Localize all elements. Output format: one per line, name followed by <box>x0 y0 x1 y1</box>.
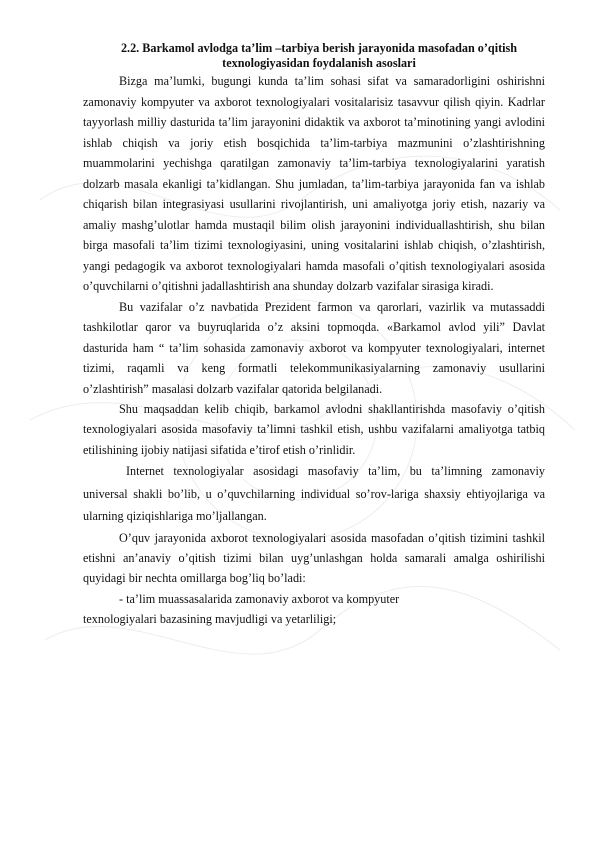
section-heading: 2.2. Barkamol avlodga ta’lim –tarbiya berish jarayonida masofadan o’qitish texnologiyasidan foydalanish asoslari <box>120 41 518 70</box>
paragraph-2: Bu vazifalar o’z navbatida Prezident farmon va qarorlari, vazirlik va mutassaddi tashkilotlar qaror va buyruqlarida o’z aksini topmoqda. «Barkamol avlod yili” Davlat dasturida ham “ ta’lim sohasida zamonaviy axborot va kompyuter texnologiyalari, internet tizimi, raqamli va keng formatli telekommunikasiyalarning zamonaviy usullarini o’zlashtirish” masalasi dolzarb vazifalar qatorida belgilanadi. <box>83 300 545 396</box>
paragraph-1: Bizga ma’lumki, bugungi kunda ta’lim sohasi sifat va samaradorligini oshirishni zamonaviy kompyuter va axborot texnologiyalari vositalarisiz tasavvur qilish qiyin. Kadrlar tayyorlash milliy dasturida ta’lim jarayonini didaktik va axborot ta’minotining yangi avlodini ishlab chiqish va joriy etish bosqichida ta’lim-tarbiya mazmunini o’zlashtirishning muammolarini yechishga qaratilgan zamonaviy ta’lim-tarbiya texnologiyalarini yaratish dolzarb masala ekanligi ta’kidlangan. Shu jumladan, ta’lim-tarbiya jarayonida fan va ishlab chiqarish bilan integrasiyasi usullarini rivojlantirish, uni amaliyotga joriy etish, nazariy va amaliy mashg’ulotlar hamda mustaqil bilim olish jarayonini individuallashtirish, shu bilan birga masofali ta’lim tizimi texnologiyasini, uning vositalarini ishlab chiqish, o’zlashtirish, yangi pedagogik va axborot texnologiyalari hamda masofali o’qitish texnologiyalari asosida o’quvchilarni o’qitishni jadallashtirish ana shunday dolzarb vazifalar sirasiga kiradi. <box>83 74 545 294</box>
paragraph-3: Shu maqsaddan kelib chiqib, barkamol avlodni shakllantirishda masofaviy o’qitish texnologiyalari asosida masofaviy ta’limni tashkil etish, ushbu vazifalarni amaliyotga tatbiq etilishining ijobiy natijasi sifatida e’tirof etish o’rinlidir. <box>83 402 545 457</box>
paragraph-4: Internet texnologiyalar asosidagi masofaviy ta’lim, bu ta’limning zamonaviy universal shakli bo’lib, u o’quvchilarning individual so’rov-lariga shaxsiy ehtiyojlariga va ularning qiziqishlariga mo’ljallangan. <box>83 464 545 524</box>
document-body <box>83 41 545 630</box>
list-item-1-continued: texnologiyalari bazasining mavjudligi va yetarliligi; <box>83 612 337 627</box>
list-item-1: - ta’lim muassasalarida zamonaviy axborot va kompyuter <box>119 591 400 606</box>
paragraph-5: O’quv jarayonida axborot texnologiyalari asosida masofadan o’qitish tizimini tashkil etishni an’anaviy o’qitish tizimi bilan uyg’unlashgan holda samarali amalga oshirilishi quyidagi bir nechta omillarga bog’liq bo’ladi: <box>83 530 545 586</box>
